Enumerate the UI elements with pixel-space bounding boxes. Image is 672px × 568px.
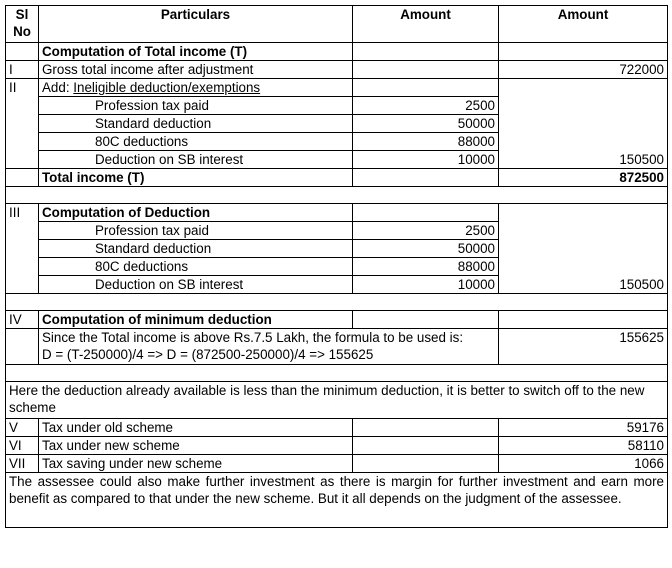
sl-cell: IV: [6, 311, 39, 329]
tax-computation-table: [5, 5, 668, 528]
header-no: No: [13, 24, 31, 39]
formula-line-1: Since the Total income is above Rs.7.5 Lakh, the formula to be used is:: [42, 330, 464, 345]
sl-cell: II: [6, 79, 39, 169]
note-row: [6, 473, 668, 528]
section3-title: Computation of minimum deduction: [39, 311, 353, 329]
table-row: [6, 61, 668, 79]
section2-title-row: [6, 204, 668, 222]
amount2-cell: 58110: [499, 437, 668, 455]
particulars-cell: Gross total income after adjustment: [39, 61, 353, 79]
particulars-cell: [39, 79, 353, 97]
header-amount-1: Amount: [353, 6, 499, 43]
header-amount-2: Amount: [499, 6, 668, 43]
amount1-cell: 50000: [353, 240, 499, 258]
section3-title-row: [6, 311, 668, 329]
note-1: Here the deduction already available is less than the minimum deduction, it is better to switch off to the new scheme: [6, 382, 668, 419]
spacer-row: [6, 365, 668, 382]
formula-line-2: D = (T-250000)/4 => D = (872500-250000)/4 => 155625: [42, 347, 374, 362]
amount1-cell: 50000: [353, 115, 499, 133]
particulars-cell: 80C deductions: [39, 133, 353, 151]
section1-title-row: [6, 43, 668, 61]
amount2-cell: 150500: [499, 204, 668, 294]
particulars-cell: Tax saving under new scheme: [39, 455, 353, 473]
header-sl: Sl: [15, 7, 29, 22]
total-label: Total income (T): [39, 169, 353, 187]
amount1-cell: 10000: [353, 276, 499, 294]
table-row: [6, 437, 668, 455]
table-row: [6, 419, 668, 437]
amount1-cell: 2500: [353, 97, 499, 115]
sl-cell: V: [6, 419, 39, 437]
total-row: [6, 169, 668, 187]
total-amount: 872500: [499, 169, 668, 187]
particulars-cell: Tax under new scheme: [39, 437, 353, 455]
formula-cell: [39, 329, 499, 365]
particulars-cell: Deduction on SB interest: [39, 276, 353, 294]
amount1-cell: 88000: [353, 258, 499, 276]
amount1-cell: 2500: [353, 222, 499, 240]
particulars-cell: 80C deductions: [39, 258, 353, 276]
sl-cell: VI: [6, 437, 39, 455]
particulars-cell: Standard deduction: [39, 240, 353, 258]
amount2-cell: 722000: [499, 61, 668, 79]
table-row: [6, 455, 668, 473]
header-sl-no: [6, 6, 39, 43]
amount2-cell: 155625: [499, 329, 668, 365]
amount2-cell: 150500: [499, 79, 668, 169]
particulars-cell: Tax under old scheme: [39, 419, 353, 437]
particulars-cell: Deduction on SB interest: [39, 151, 353, 169]
add-prefix: Add:: [42, 80, 74, 95]
table-row: [6, 79, 668, 97]
sl-cell: I: [6, 61, 39, 79]
sl-cell: III: [6, 204, 39, 294]
amount1-cell: 88000: [353, 133, 499, 151]
amount2-cell: 59176: [499, 419, 668, 437]
note-2: The assessee could also make further investment as there is margin for further investment and earn more benefit as compared to that under the new scheme. But it all depends on the judgment of the assessee.: [6, 473, 668, 528]
particulars-cell: Profession tax paid: [39, 222, 353, 240]
formula-row: [6, 329, 668, 365]
amount1-cell: 10000: [353, 151, 499, 169]
sl-cell: VII: [6, 455, 39, 473]
section2-title: Computation of Deduction: [39, 204, 353, 222]
note-row: [6, 382, 668, 419]
amount2-cell: 1066: [499, 455, 668, 473]
particulars-cell: Standard deduction: [39, 115, 353, 133]
ineligible-label: Ineligible deduction/exemptions: [73, 80, 261, 95]
header-particulars: Particulars: [39, 6, 353, 43]
header-row: [6, 6, 668, 43]
spacer-row: [6, 187, 668, 204]
section1-title: Computation of Total income (T): [39, 43, 353, 61]
particulars-cell: Profession tax paid: [39, 97, 353, 115]
spacer-row: [6, 294, 668, 311]
